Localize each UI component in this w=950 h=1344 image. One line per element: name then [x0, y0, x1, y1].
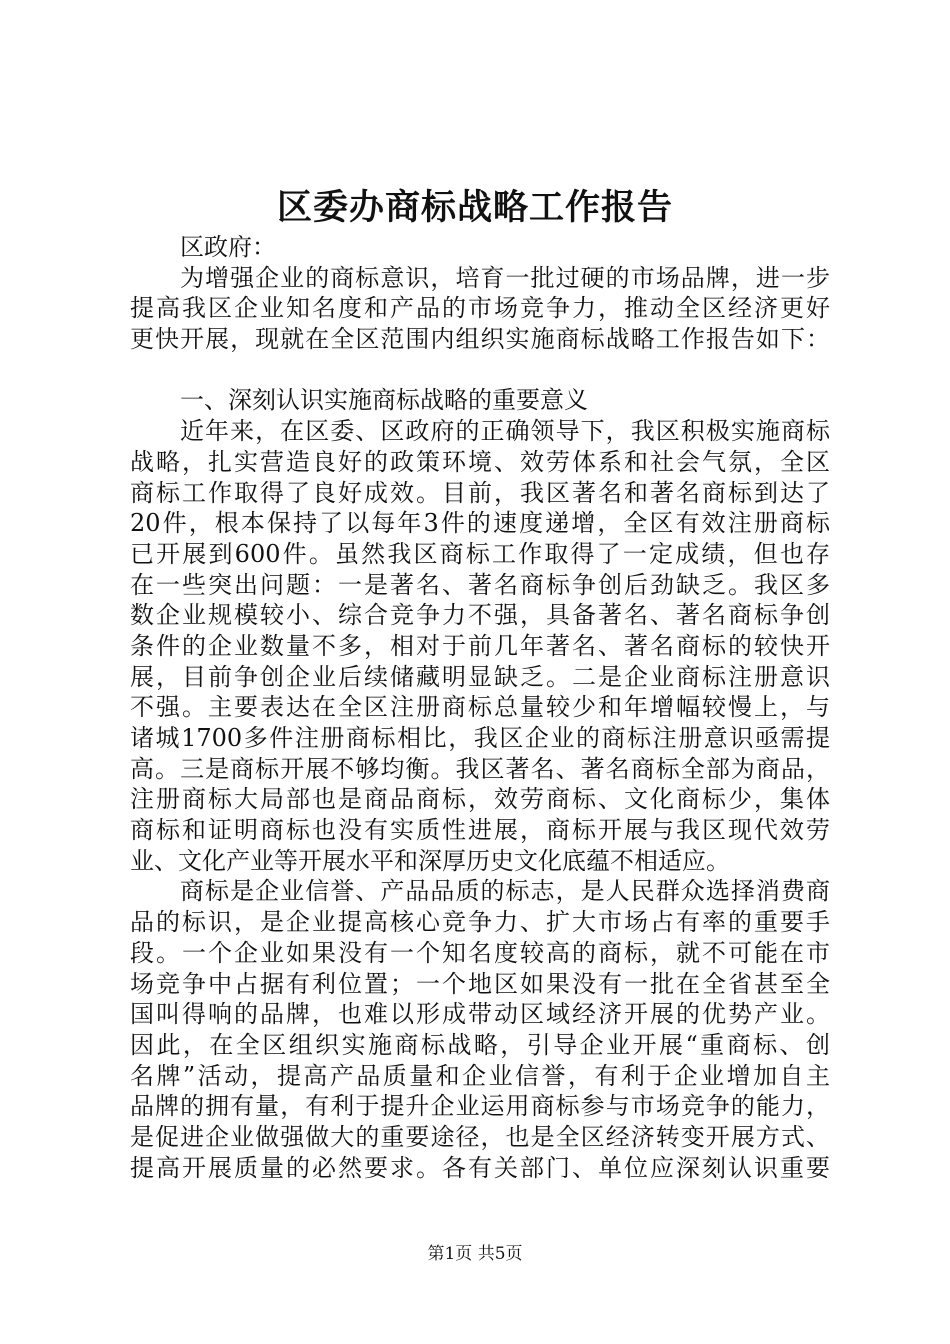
paragraph-line: 近年来，在区委、区政府的正确领导下，我区积极实施商标 — [180, 417, 830, 446]
paragraph-line: 数企业规模较小、综合竞争力不强，具备著名、著名商标争创 — [130, 601, 830, 630]
paragraph-line: 条件的企业数量不多，相对于前几年著名、著名商标的较快开 — [130, 631, 830, 660]
paragraph-line: 注册商标大局部也是商品商标，效劳商标、文化商标少，集体 — [130, 785, 830, 814]
paragraph-line: 场竞争中占据有利位置；一个地区如果没有一批在全省甚至全 — [130, 969, 830, 998]
paragraph-line: 品的标识，是企业提高核心竞争力、扩大市场占有率的重要手 — [130, 908, 830, 937]
paragraph-line: 高。三是商标开展不够均衡。我区著名、著名商标全部为商品， — [130, 754, 830, 783]
paragraph-line: 战略，扎实营造良好的政策环境、效劳体系和社会气氛，全区 — [130, 447, 830, 476]
paragraph-line: 诸城1700多件注册商标相比，我区企业的商标注册意识亟需提 — [130, 724, 830, 752]
intro-line: 为增强企业的商标意识，培育一批过硬的市场品牌，进一步 — [180, 263, 830, 292]
paragraph-line: 段。一个企业如果没有一个知名度较高的商标，就不可能在市 — [130, 938, 830, 967]
page-title: 区委办商标战略工作报告 — [276, 187, 673, 228]
paragraph-line: 商标是企业信誉、产品品质的标志，是人民群众选择消费商 — [180, 877, 830, 906]
paragraph-line: 因此，在全区组织实施商标战略，引导企业开展“重商标、创 — [130, 1030, 830, 1059]
paragraph-line: 已开展到600件。虽然我区商标工作取得了一定成绩，但也存 — [130, 539, 830, 568]
paragraph-line: 是促进企业做强做大的重要途径，也是全区经济转变开展方式、 — [130, 1122, 830, 1151]
section-heading: 一、深刻认识实施商标战略的重要意义 — [180, 386, 588, 415]
paragraph-line: 不强。主要表达在全区注册商标总量较少和年增幅较慢上，与 — [130, 693, 830, 722]
paragraph-line: 国叫得响的品牌，也难以形成带动区域经济开展的优势产业。 — [130, 1000, 830, 1029]
paragraph-line: 提高开展质量的必然要求。各有关部门、单位应深刻认识重要 — [130, 1153, 830, 1182]
paragraph-line: 商标工作取得了良好成效。目前，我区著名和著名商标到达了 — [130, 478, 830, 507]
salutation: 区政府： — [180, 233, 276, 261]
paragraph-gap — [130, 355, 830, 386]
document-body — [130, 232, 830, 1183]
intro-line: 提高我区企业知名度和产品的市场竞争力，推动全区经济更好 — [130, 294, 830, 323]
paragraph-line: 名牌”活动，提高产品质量和企业信誉，有利于企业增加自主 — [130, 1061, 830, 1090]
paragraph-line: 在一些突出问题：一是著名、著名商标争创后劲缺乏。我区多 — [130, 570, 830, 599]
paragraph-line: 业、文化产业等开展水平和深厚历史文化底蕴不相适应。 — [130, 846, 730, 875]
paragraph-line: 20件，根本保持了以每年3件的速度递增，全区有效注册商标 — [130, 509, 830, 538]
page-footer: 第1页 共5页 — [427, 1244, 523, 1264]
paragraph-line: 商标和证明商标也没有实质性进展，商标开展与我区现代效劳 — [130, 816, 830, 845]
paragraph-line: 展，目前争创企业后续储藏明显缺乏。二是企业商标注册意识 — [130, 662, 830, 691]
paragraph-line: 品牌的拥有量，有利于提升企业运用商标参与市场竞争的能力， — [130, 1092, 830, 1121]
intro-line: 更快开展，现就在全区范围内组织实施商标战略工作报告如下： — [130, 325, 830, 354]
